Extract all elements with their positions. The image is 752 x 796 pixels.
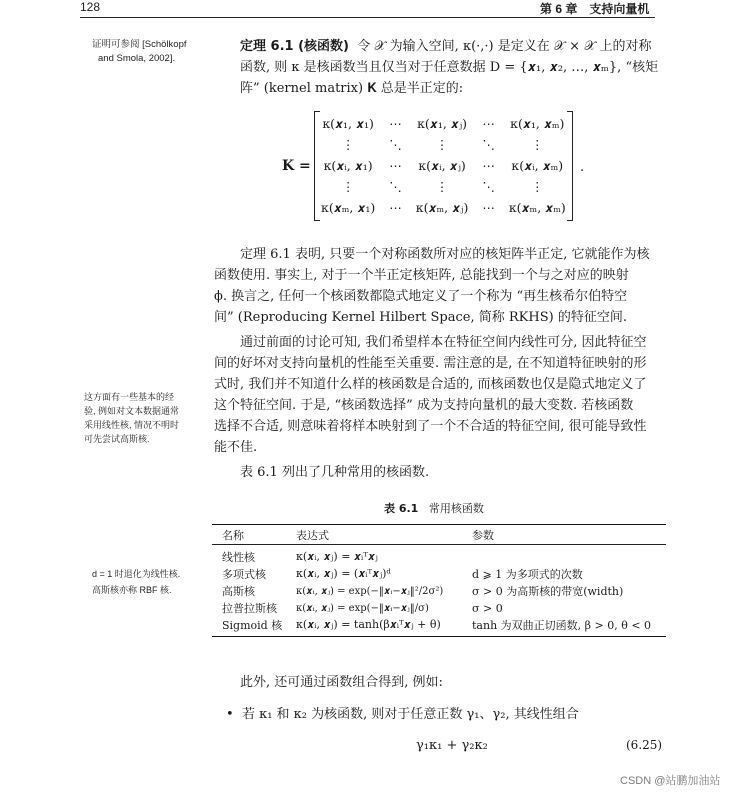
header-rule — [80, 17, 655, 18]
matrix-cell: ⋱ — [389, 137, 402, 152]
paragraph-line: 通过前面的讨论可知, 我们希望样本在特征空间内线性可分, 因此特征空 — [240, 335, 647, 350]
table-cell — [472, 545, 666, 566]
matrix-cell: ⋱ — [482, 179, 495, 194]
matrix-cell: ⋯ — [482, 158, 495, 173]
matrix-cell: ⋮ — [341, 137, 355, 152]
table-cell: κ(𝒙ᵢ, 𝒙ⱼ) = tanh(β𝒙ᵢᵀ𝒙ⱼ + θ) — [296, 618, 441, 631]
theorem-title: 定理 6.1 (核函数) — [240, 39, 349, 54]
matrix-cell: ⋯ — [389, 116, 402, 131]
matrix-row — [314, 176, 573, 197]
theorem-line: 函数, 则 κ 是核函数当且仅当对于任意数据 D = {𝒙₁, 𝒙₂, …, 𝒙ₘ}, “核矩 — [240, 60, 659, 75]
table-caption-title: 常用核函数 — [428, 502, 484, 515]
table-header-row — [212, 525, 666, 545]
table-row — [212, 565, 666, 582]
paragraph-rkhs — [214, 244, 664, 328]
matrix-cell: ⋮ — [435, 137, 449, 152]
matrix-row — [314, 197, 573, 218]
matrix-cell: ⋮ — [531, 137, 544, 152]
bullet-text: 若 κ₁ 和 κ₂ 为核函数, 则对于任意正数 γ₁、γ₂, 其线性组合 — [241, 707, 579, 722]
matrix-cell: κ(𝒙ₘ, 𝒙ₘ) — [508, 199, 566, 215]
table-row — [212, 616, 666, 636]
margin-note-degree — [92, 566, 212, 598]
table-cell: tanh 为双曲正切函数, β > 0, θ < 0 — [472, 619, 652, 632]
table-cell: κ(𝒙ᵢ, 𝒙ⱼ) = 𝒙ᵢᵀ𝒙ⱼ — [296, 550, 378, 563]
matrix-grid — [314, 113, 573, 218]
table-cell: Sigmoid 核 — [222, 619, 283, 632]
matrix-label: 𝐊 = — [282, 158, 311, 174]
equation-number: (6.25) — [626, 738, 663, 752]
margin-note-experience — [84, 390, 208, 446]
table-caption — [384, 500, 484, 516]
margin-note-proof — [92, 38, 232, 66]
table-header: 参数 — [472, 529, 494, 542]
table-header: 表达式 — [296, 529, 329, 542]
matrix-cell: ⋯ — [389, 158, 402, 173]
table-cell: κ(𝒙ᵢ, 𝒙ⱼ) = (𝒙ᵢᵀ𝒙ⱼ)ᵈ — [296, 567, 391, 580]
equation-expression: γ₁κ₁ + γ₂κ₂ — [416, 738, 488, 753]
bullet-dot: • — [226, 707, 234, 722]
paragraph-combination: 此外, 还可通过函数组合得到, 例如: — [240, 675, 443, 690]
matrix-cell: κ(𝒙ᵢ, 𝒙ₘ) — [511, 157, 564, 173]
bullet-item — [226, 704, 666, 725]
kernel-matrix — [314, 111, 573, 223]
table-cell: 拉普拉斯核 — [222, 602, 277, 615]
matrix-cell: κ(𝒙ᵢ, 𝒙ⱼ) — [418, 157, 466, 173]
table-cell: 多项式核 — [222, 568, 266, 581]
table-cell: σ > 0 — [472, 601, 503, 615]
matrix-cell: ⋯ — [482, 200, 495, 215]
matrix-cell: κ(𝒙₁, 𝒙ⱼ) — [417, 115, 467, 131]
matrix-cell: κ(𝒙₁, 𝒙ₘ) — [510, 115, 565, 131]
table-row — [212, 582, 666, 599]
theorem-block — [240, 36, 680, 99]
kernel-table — [212, 524, 666, 637]
matrix-cell: ⋮ — [531, 179, 544, 194]
chapter-title: 第 6 章 支持向量机 — [540, 2, 650, 16]
table-cell: κ(𝒙ᵢ, 𝒙ⱼ) = exp(−‖𝒙ᵢ−𝒙ⱼ‖²/2σ²) — [296, 585, 444, 597]
paragraph-line: ϕ. 换言之, 任何一个核函数都隐式地定义了一个称为 “再生核希尔伯特空 — [214, 289, 628, 304]
matrix-cell: ⋱ — [482, 137, 495, 152]
theorem-line: 令 𝒳 为输入空间, κ(·,·) 是定义在 𝒳 × 𝒳 上的对称 — [357, 39, 652, 54]
paragraph-line: 间的好坏对支持向量机的性能至关重要. 需注意的是, 在不知道特征映射的形 — [214, 356, 647, 371]
margin-note-line: d = 1 时退化为线性核. — [92, 569, 181, 579]
paragraph-line: 能不佳. — [214, 440, 258, 455]
margin-note-line: 采用线性核, 情况不明时 — [84, 420, 180, 430]
table-row — [212, 545, 666, 566]
table-row — [212, 599, 666, 616]
table-cell: 高斯核 — [222, 585, 255, 598]
paragraph-line: 式时, 我们并不知道什么样的核函数是合适的, 而核函数也仅是隐式地定义了 — [214, 377, 647, 392]
matrix-cell: ⋯ — [482, 116, 495, 131]
margin-note-line: 可先尝试高斯核. — [84, 434, 150, 444]
matrix-cell: ⋮ — [435, 179, 449, 194]
matrix-row — [314, 134, 573, 155]
table-cell: κ(𝒙ᵢ, 𝒙ⱼ) = exp(−‖𝒙ᵢ−𝒙ⱼ‖/σ) — [296, 602, 429, 614]
paragraph-line: 间” (Reproducing Kernel Hilbert Space, 简称 RKHS) 的特征空间. — [214, 310, 627, 325]
paragraph-line: 选择不合适, 则意味着将样本映射到了一个不合适的特征空间, 很可能导致性 — [214, 419, 647, 434]
margin-note-line: 这方面有一些基本的经 — [84, 392, 175, 402]
matrix-cell: ⋱ — [389, 179, 402, 194]
margin-note-line: and Smola, 2002]. — [98, 53, 176, 64]
paragraph-line: 函数使用. 事实上, 对于一个半正定核矩阵, 总能找到一个与之对应的映射 — [214, 268, 629, 283]
matrix-row — [314, 113, 573, 134]
matrix-cell: ⋯ — [389, 200, 402, 215]
paragraph-kernel-choice — [214, 332, 664, 458]
matrix-row — [314, 155, 573, 176]
margin-note-line: 验, 例如对文本数据通常 — [84, 406, 180, 416]
theorem-line: 阵” (kernel matrix) 𝐊 总是半正定的: — [240, 81, 464, 96]
table-cell: 线性核 — [222, 551, 255, 564]
paragraph-line: 这个特征空间. 于是, “核函数选择” 成为支持向量机的最大变数. 若核函数 — [214, 398, 634, 413]
table-header: 名称 — [222, 529, 244, 542]
matrix-cell: κ(𝒙ₘ, 𝒙₁) — [321, 199, 376, 215]
page-number: 128 — [80, 0, 101, 14]
watermark: CSDN @站鹏加油站 — [620, 775, 721, 787]
matrix-cell: κ(𝒙₁, 𝒙₁) — [322, 115, 374, 131]
table-cell: σ > 0 为高斯核的带宽(width) — [472, 585, 624, 598]
matrix-end-period: . — [580, 160, 585, 175]
table-caption-label: 表 6.1 — [384, 502, 419, 515]
paragraph-line: 定理 6.1 表明, 只要一个对称函数所对应的核矩阵半正定, 它就能作为核 — [240, 247, 650, 262]
matrix-cell: κ(𝒙ₘ, 𝒙ⱼ) — [415, 199, 469, 215]
table-cell: d ⩾ 1 为多项式的次数 — [472, 568, 583, 581]
paragraph-table-intro: 表 6.1 列出了几种常用的核函数. — [240, 465, 430, 480]
matrix-cell: ⋮ — [341, 179, 355, 194]
matrix-cell: κ(𝒙ᵢ, 𝒙₁) — [323, 157, 373, 173]
margin-note-line: 证明可参阅 [Schölkopf — [92, 39, 187, 50]
margin-note-line: 高斯核亦称 RBF 核. — [92, 585, 172, 595]
